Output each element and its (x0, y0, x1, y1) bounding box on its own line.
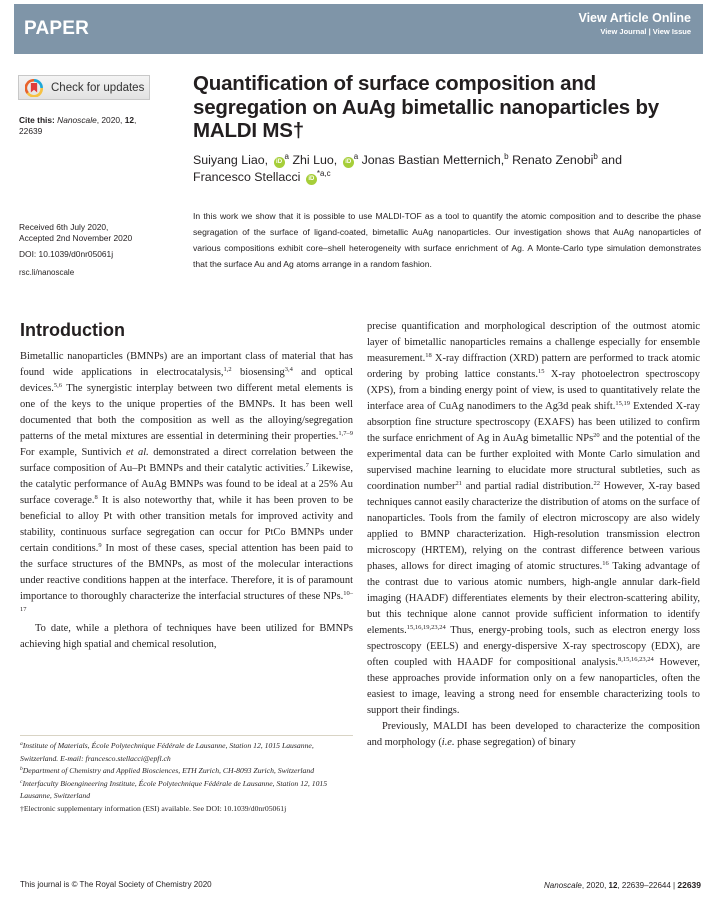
text-run: For example, Suntivich (20, 447, 126, 458)
text-run: Previously, MALDI has been developed to characterize the composition and morphology ( (367, 721, 700, 748)
citation-ref[interactable]: 15,16,19,23,24 (406, 624, 446, 631)
affiliation-mark: *a,c (316, 169, 331, 178)
paragraph: To date, while a plethora of techniques have been utilized for BMNPs achieving high spatial and chemical resolution, (20, 623, 353, 650)
citation-ref[interactable]: 21 (455, 480, 462, 487)
author-name: Zhi Luo, (292, 153, 338, 167)
footer-volume: 12 (608, 881, 618, 890)
footnote-mark: c (20, 778, 23, 785)
affiliation-mark: a (353, 152, 359, 161)
citation-ref[interactable]: 15 (537, 368, 545, 375)
citation-ref[interactable]: 8,15,16,23,24 (618, 656, 654, 663)
orcid-icon[interactable]: iD (343, 157, 354, 168)
footer-copyright: This journal is © The Royal Society of Chemistry 2020 (20, 880, 212, 889)
footer-year: , 2020, (581, 881, 609, 890)
text-run: Bimetallic nanoparticles (BMNPs) are an important class of material that has found wide applications in electrocatalysis, (20, 351, 353, 378)
footnotes (20, 740, 353, 816)
text-run: Thus, energy-probing tools, such as electron energy loss spectroscopy (EELS) and energy-dispersive X-ray spectroscopy (EDX), are often coupled with HAADF for compositional analysis. (367, 625, 700, 668)
check-for-updates-button[interactable] (18, 75, 150, 100)
doi: DOI: 10.1039/d0nr05061j (19, 249, 114, 259)
italic-text: i.e. (441, 737, 455, 748)
journal-link[interactable]: rsc.li/nanoscale (19, 268, 75, 277)
text-run: It is also noteworthy that, while it has been proven to be beneficial to alloy Pt with other transition metals for improved activity and stability, continuous surface segregation can occur for PtCo BMNPs under certain conditions. (20, 495, 353, 554)
paragraph (20, 349, 353, 621)
footnote-affiliation (20, 765, 353, 778)
view-article-online-link[interactable]: View Article Online (578, 11, 691, 25)
cite-journal: Nanoscale (57, 115, 97, 125)
page-number: 22639 (677, 880, 701, 890)
author-list (193, 152, 713, 186)
received-block (19, 222, 179, 278)
author-name: Renato Zenobi (512, 153, 594, 167)
citation-ref[interactable]: 8 (94, 494, 98, 501)
and-word: and (601, 153, 622, 167)
citation-ref[interactable]: 7 (305, 462, 309, 469)
citation-ref[interactable]: 9 (98, 542, 102, 549)
body-column-right (367, 319, 700, 751)
author-name: Suiyang Liao, (193, 153, 269, 167)
author-name: Jonas Bastian Metternich, (361, 153, 505, 167)
text-run: Likewise, the catalytic performance of AuAg BMNPs was found to be ideal at a 25% Au surface coverage. (20, 463, 353, 506)
footnote-affiliation (20, 740, 353, 765)
citation-ref[interactable]: 3,4 (284, 366, 293, 373)
view-journal-link[interactable]: View Journal (600, 27, 647, 36)
footer-journal: Nanoscale (544, 881, 582, 890)
cite-year: , 2020, (96, 115, 125, 125)
text-run: biosensing (231, 367, 285, 378)
cite-page: 22639 (19, 126, 43, 136)
footer-sep: | (670, 881, 678, 890)
citation-ref[interactable]: 5,6 (53, 382, 63, 389)
citation-ref[interactable]: 18 (425, 352, 432, 359)
cite-volume: 12 (124, 115, 135, 125)
section-heading-introduction: Introduction (20, 320, 125, 340)
text-run: precise quantification and morphological description of the outmost atomic layer of bimetallic nanoparticles remains a challenge especially for ensemble measurement. (367, 321, 700, 364)
text-run: Extended X-ray absorption fine structure spectroscopy (EXAFS) has been utilized to confirm the surface enrichment of Ag in AuAg bimetallic NPs (367, 401, 700, 444)
view-links (578, 11, 691, 36)
paragraph (367, 319, 700, 719)
text-run: and optical devices. (20, 367, 353, 394)
footer-citation (544, 880, 701, 890)
text-run: phase segregation) of binary (454, 737, 576, 748)
orcid-icon[interactable]: iD (306, 174, 317, 185)
abstract: In this work we show that it is possible to use MALDI-TOF as a tool to quantify the atomic composition and to describe the phase segragation of the surface of ligand-coated, bimetallic AuAg nanoparticles. Our investigation shows that AuAg nanoparticles of various compositions exhibit core–shell heterogeneity with surface enrichment of Ag. A Monte-Carlo type simulation demonstrates that the surface Au and Ag atoms arrange in a random fashion. (193, 211, 701, 269)
text-run: In most of these cases, special attention has been paid to the surface structures of the BMNPs, as most of the molecular interactions under reactive conditions happen at the interface. Therefore, it is of paramount importance to thoroughly characterize the interfacial structures of these NPs. (20, 543, 353, 602)
text-run: The synergistic interplay between two different metal elements is one of the keys to the unique properties of the BMNPs. It has been well documented that both the composition as well as the alloying/segregation patterns of the metal mixtures are essential in determining their properties. (20, 383, 353, 442)
text-run: and partial radial distribution. (461, 481, 594, 492)
cite-label: Cite this: (19, 115, 55, 125)
affiliation-mark: b (593, 152, 598, 161)
footnote-affiliation (20, 778, 353, 803)
footer-pages: , 22639–22644 (617, 881, 671, 890)
cite-sep: , (134, 115, 137, 125)
author-name: Francesco Stellacci (193, 170, 301, 184)
citation-ref[interactable]: 20 (593, 432, 600, 439)
citation-ref[interactable]: 22 (593, 480, 600, 487)
text-run: X-ray photoelectron spectroscopy (XPS), from a binding energy point of view, is used to quantitatively relate the interface area of CuAg nanodimers to the Ag3d peak shift. (367, 369, 700, 412)
esi-note: †Electronic supplementary information (ESI) available. See DOI: 10.1039/d0nr05061j (20, 803, 287, 813)
received-date: Received 6th July 2020, (19, 222, 109, 232)
text-run: Taking advantage of the contrast due to various atomic numbers, high-angle annular dark-field imaging (HAADF) differentiates elements by their electron-scattering ability, but this technique alone cannot provide sufficient information to identify elements. (367, 561, 701, 636)
affiliation-mark: a (284, 152, 289, 161)
article-title: Quantification of surface composition and segregation on AuAg bimetallic nanoparticles by MALDI MS† (193, 72, 659, 142)
italic-text: et al. (125, 447, 149, 458)
footnote-text: Institute of Materials, École Polytechnique Fédérale de Lausanne, Station 12, 1015 Lausanne, Switzerland. E-mail: francesco.stellacci@epfl.ch (20, 741, 314, 763)
crossmark-icon (25, 79, 43, 97)
article-header-bar (14, 4, 703, 54)
footnote-text: Department of Chemistry and Applied Biosciences, ETH Zurich, CH-8093 Zurich, Switzerland (22, 766, 315, 776)
link-separator: | (646, 27, 653, 36)
section-label: PAPER (24, 18, 90, 39)
orcid-icon[interactable]: iD (274, 157, 285, 168)
body-column-left (20, 349, 353, 653)
footnote-text: Interfaculty Bioengineering Institute, École Polytechnique Fédérale de Lausanne, Station 12, 1015 Lausanne, Switzerland (20, 778, 328, 801)
accepted-date: Accepted 2nd November 2020 (19, 233, 133, 243)
view-issue-link[interactable]: View Issue (652, 27, 691, 36)
citation-ref[interactable]: 16 (602, 560, 609, 567)
text-run: However, these approaches provide information only on a few nanoparticles, often the easiest to image, leaving a strong need for ensemble characterizing tools to support their findings. (367, 657, 700, 716)
citation-ref[interactable]: 1,2 (223, 366, 232, 373)
text-run: X-ray diffraction (XRD) pattern are performed to track atomic ordering by probing lattice constants. (367, 353, 700, 380)
check-for-updates-label: Check for updates (51, 81, 145, 94)
text-run: and the potential of the experimental data can be further exploited with Monte Carlo simulation and supervised machine learning to elucidate more structural subtleties, such as coordination number (367, 433, 700, 492)
citation-ref[interactable]: 15,19 (615, 400, 631, 407)
affiliation-mark: b (504, 152, 509, 161)
citation-ref[interactable]: 10–17 (20, 590, 353, 613)
footnote-mark: a (20, 741, 23, 747)
text-run: demonstrated a direct correlation between the surface composition of Au–Pt BMNPs and their catalytic activities. (20, 447, 353, 474)
citation-block (19, 115, 179, 137)
footnote-mark: b (20, 766, 23, 773)
text-run: However, X-ray based techniques cannot easily characterize the distribution of atoms on the surface of nanoparticles. Tools from the family of electron microscopy are also widely applied to BMNP characterization. High-resolution transmission electron microscopy (HRTEM), relying on the contrast difference between various phases, allows for direct imaging of atomic structures. (367, 481, 700, 572)
view-links-sub (578, 27, 691, 36)
citation-ref[interactable]: 1,7–9 (338, 430, 353, 437)
paragraph (367, 719, 700, 751)
footnote-divider (20, 735, 353, 736)
